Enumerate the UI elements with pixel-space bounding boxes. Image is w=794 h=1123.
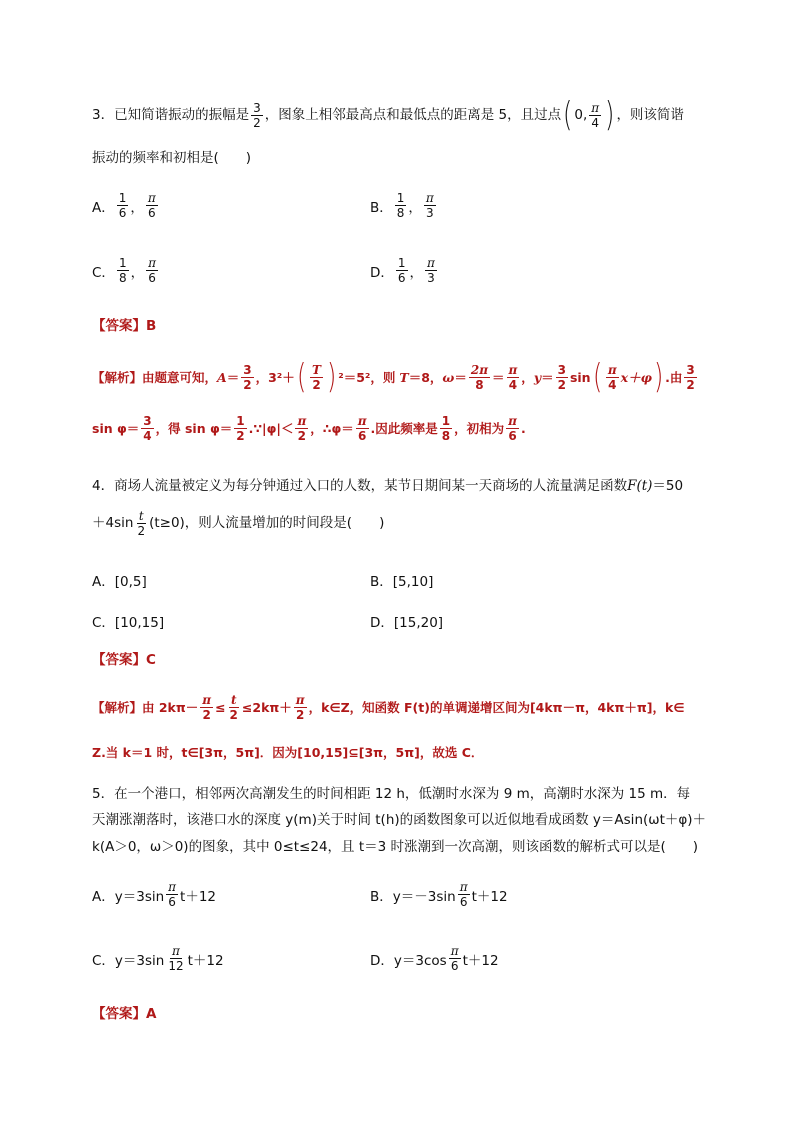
q4-stem-line-1: 4．商场人流量被定义为每分钟通过入口的人数，某节日期间某一天商场的人流量满足函数 F(t) ＝50	[92, 478, 684, 494]
q4-explanation-line-2: Z.当 k＝1 时，t∈[3π，5π]．因为[10,15]⊆[3π，5π]，故选 C．	[92, 745, 484, 760]
q5-stem-line-1: 5．在一个港口，相邻两次高潮发生的时间相距 12 h，低潮时水深为 9 m，高潮时水深为 15 m．每	[92, 786, 691, 802]
q3-text: 振动的频率和初相是( )	[92, 150, 252, 166]
q3-amplitude-fraction: $\frac{3}{2}$	[253, 100, 261, 130]
q4-stem-line-2: ＋4sin $\frac{t}{2}$ (t≥0)，则人流量增加的时间段是( )	[92, 509, 385, 538]
q5-option-d: D．y＝3cos $\frac{\pi}{6}$ t＋12	[370, 944, 499, 973]
q3-stem-line-1	[92, 95, 734, 135]
q3-stem-line-2	[92, 150, 734, 166]
q5-option-b: B．y＝－3sin $\frac{\pi}{6}$ t＋12	[370, 880, 508, 909]
q3-option-b: B． $\frac{1}{8}$ ， $\frac{\pi}{3}$	[370, 191, 434, 220]
q4-option-c: C．[10,15]	[92, 615, 165, 631]
q3-explanation-line-2: sin φ＝ $\frac{3}{4}$ ，得 sin φ＝ $\frac{1}{2}$ .∵|φ|＜ $\frac{\pi}{2}$ ，∴φ＝ $\frac{\pi}{6}$ .因此频率是 $\frac{1}{8}$ ，初相为 $\frac{\pi}{6}$ .	[92, 414, 526, 443]
q3-answer: 【答案】B	[92, 318, 157, 334]
q5-option-a: A．y＝3sin $\frac{\pi}{6}$ t＋12	[92, 880, 217, 909]
q3-text: ，图象上相邻最高点和最低点的距离是 5，且过点	[264, 106, 562, 123]
q3-option-a: A． $\frac{1}{6}$ ， $\frac{\pi}{6}$	[92, 191, 156, 220]
q5-stem-line-3: k(A＞0，ω＞0)的图象，其中 0≤t≤24，且 t＝3 时涨潮到一次高潮，则该函数的解析式可以是( )	[92, 839, 699, 855]
q5-option-c: C．y＝3sin $\frac{\pi}{12}$ t＋12	[92, 944, 224, 973]
q4-option-a: A．[0,5]	[92, 574, 147, 590]
q3-text: 3．已知简谐振动的振幅是	[92, 106, 250, 123]
q4-option-b: B．[5,10]	[370, 574, 434, 590]
q5-answer: 【答案】A	[92, 1006, 157, 1022]
q3-text: ，则该简谐	[616, 106, 684, 123]
q3-explanation-line-1: 【解析】由题意可知， A ＝ $\frac{3}{2}$ ，3²＋ ( $\frac{T}{2}$ ) ²＝5²，则 T ＝8， ω ＝ $\frac{2\pi}{8}$ ＝ $\frac{\pi}{4}$ ， y ＝ $\frac{3}{2}$ sin ( $\frac{\pi}{4}$ x＋φ ) .由 $\frac{3}{2}$	[92, 357, 695, 397]
q3-point: ( 0, $\frac{\pi}{4}$ )	[563, 95, 615, 135]
q3-option-c: C． $\frac{1}{8}$ ， $\frac{\pi}{6}$	[92, 256, 156, 285]
q5-stem-line-2: 天潮涨潮落时，该港口水的深度 y(m)关于时间 t(h)的函数图象可以近似地看成函数 y＝Asin(ωt＋φ)＋	[92, 812, 707, 828]
q4-answer: 【答案】C	[92, 652, 156, 668]
q4-option-d: D．[15,20]	[370, 615, 444, 631]
q3-option-d: D． $\frac{1}{6}$ ， $\frac{\pi}{3}$	[370, 256, 435, 285]
q4-explanation-line-1: 【解析】由 2kπ－ $\frac{\pi}{2}$ ≤ $\frac{t}{2}$ ≤2kπ＋ $\frac{\pi}{2}$ ，k∈Z，知函数 F(t)的单调递增区间为[4kπ－π，4kπ＋π]，k∈	[92, 693, 685, 722]
